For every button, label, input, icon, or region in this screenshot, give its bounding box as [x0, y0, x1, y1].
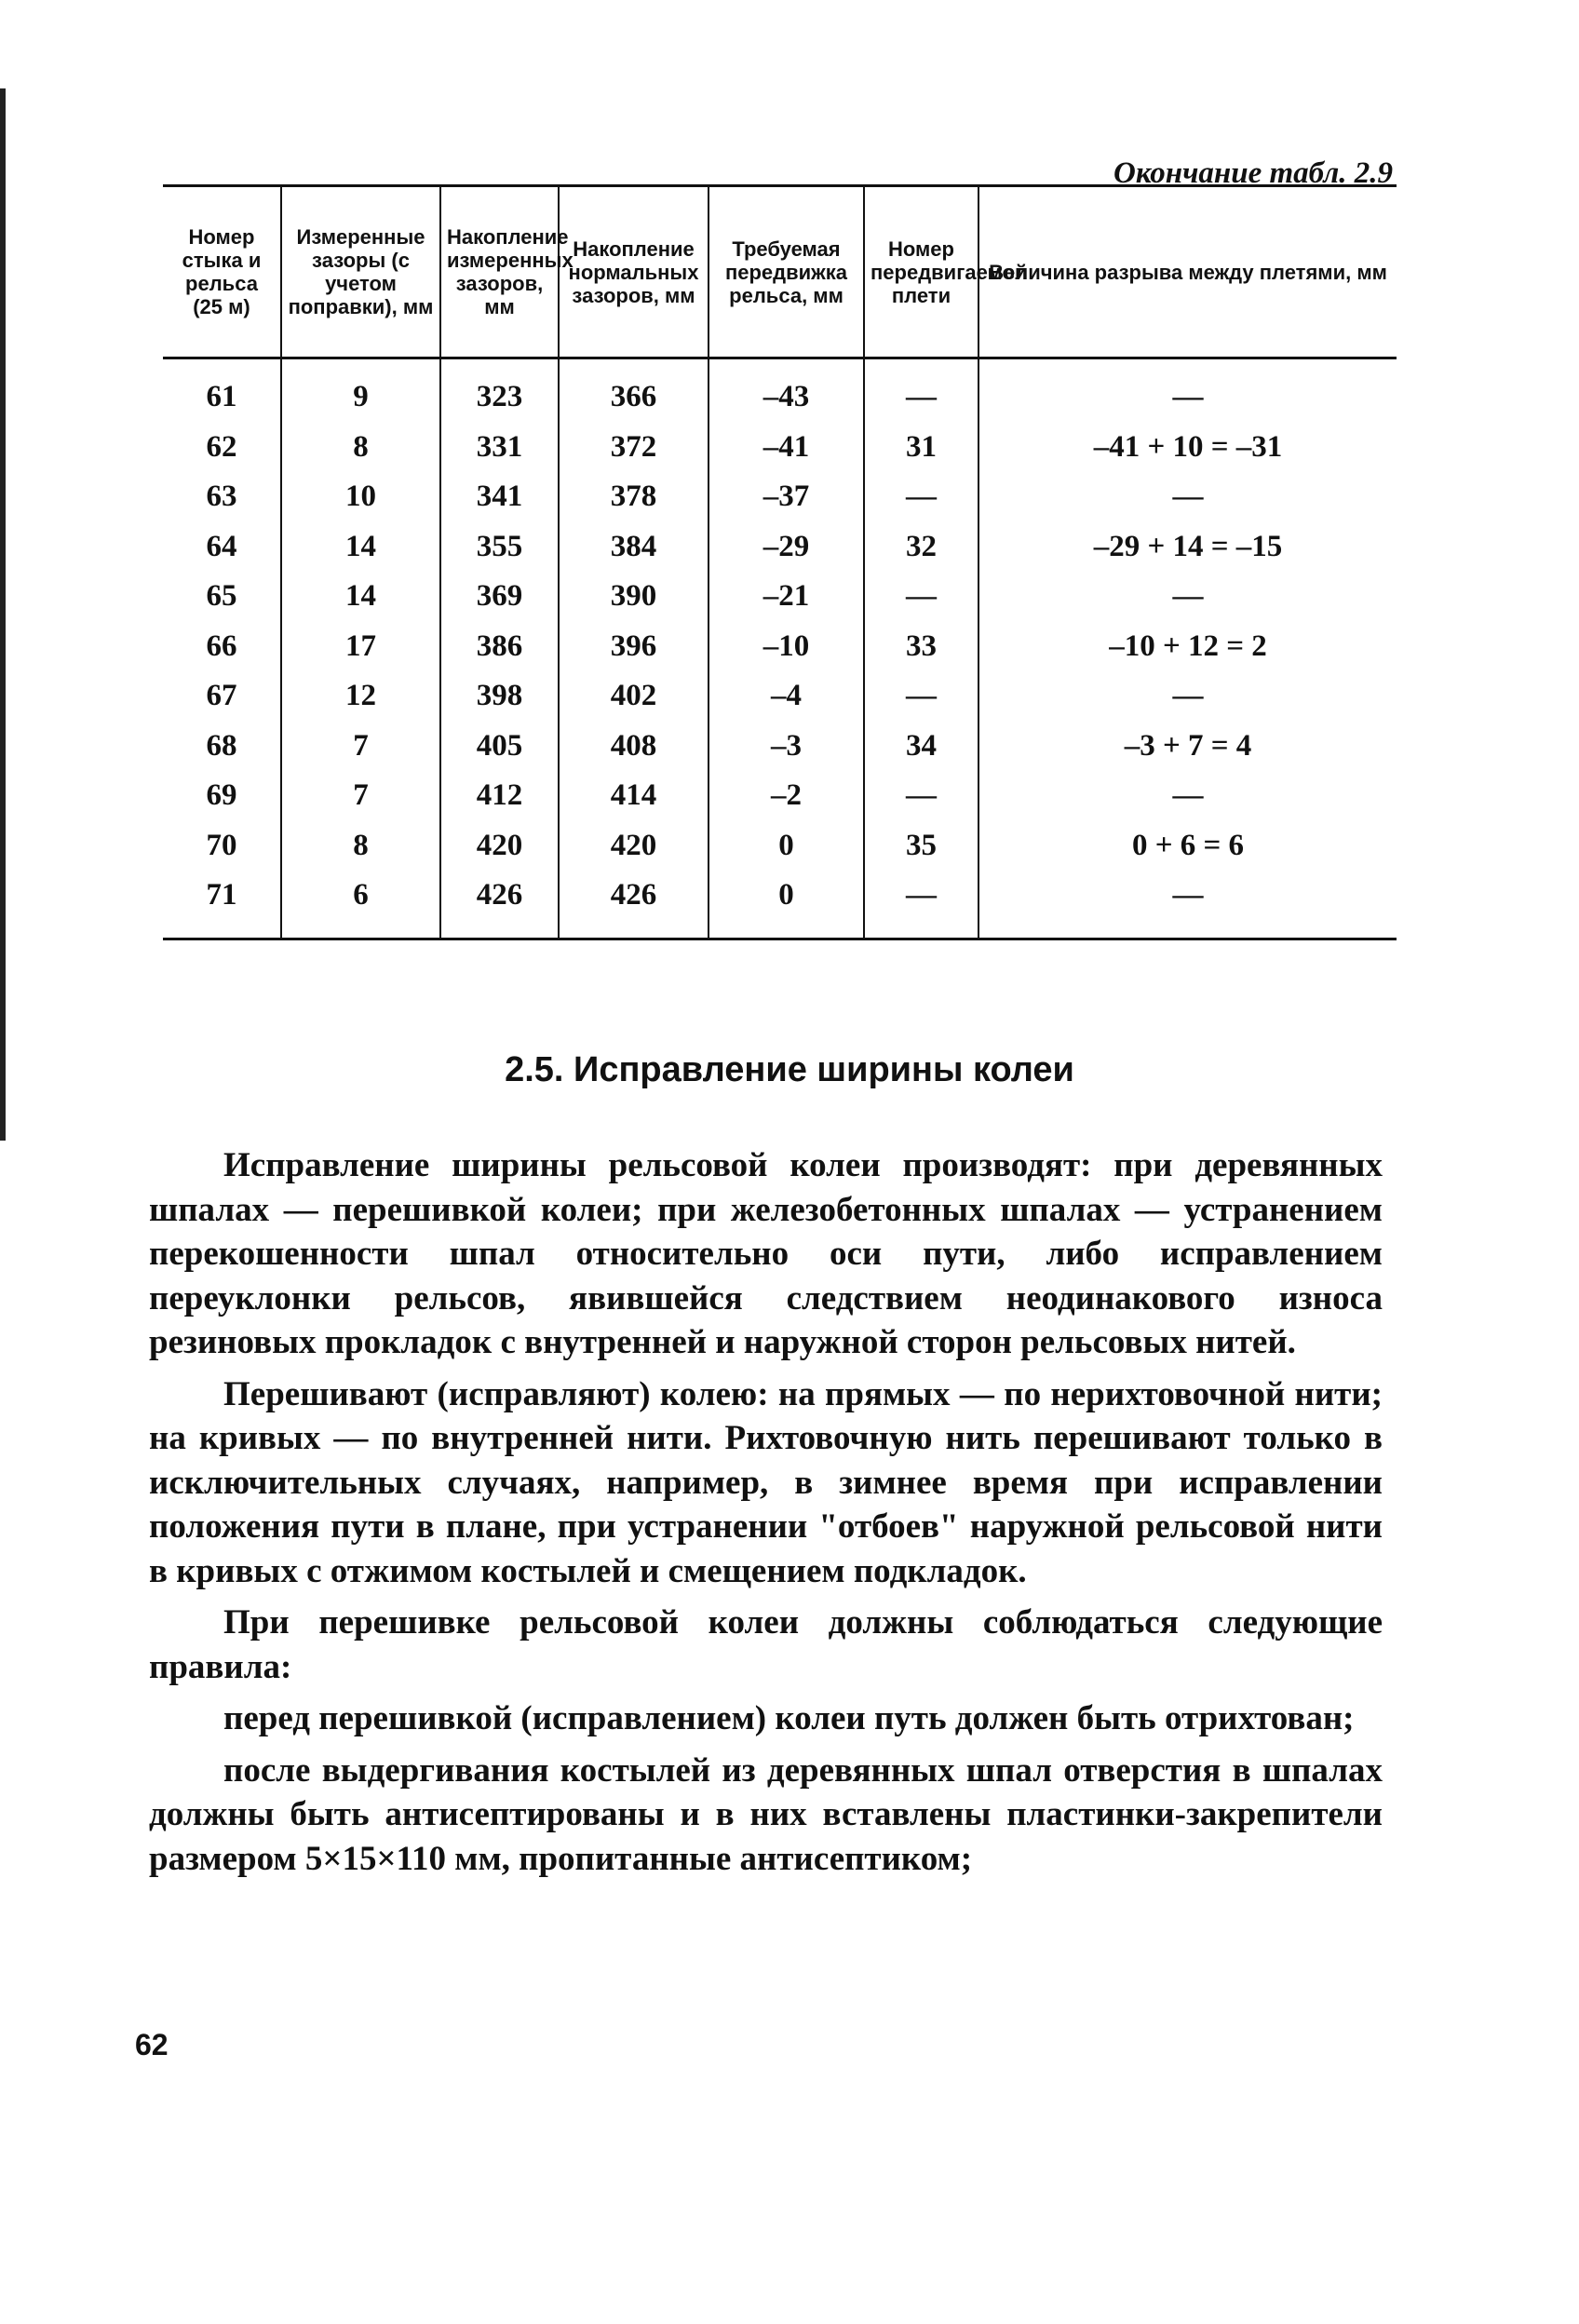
column-header: Номер передвигаемой плети [864, 186, 978, 358]
table-cell: — [1172, 679, 1204, 713]
table-cell: 34 [864, 722, 978, 772]
paragraph: Исправление ширины рельсовой колеи производят: при деревянных шпалах — перешивкой колеи; при железобетонных шпалах — устранением перекошенности шпал относительно оси пути, либо исправлением переуклонки рельсов, явившейся следствием неодинакового износа резиновых прокладок с внутренней и наружной сторон рельсовых нитей. [149, 1146, 1383, 1361]
table-header-row [163, 186, 1397, 358]
table-row [163, 622, 1397, 672]
body-text [149, 1143, 1383, 1888]
table-cell: 7 [281, 771, 440, 821]
column-header: Измеренные зазоры (с учетом поправки), мм [281, 186, 440, 358]
table-cell: 405 [440, 722, 559, 772]
table-cell: 426 [559, 871, 709, 939]
table-cell: –10 + 12 = 2 [1109, 628, 1267, 663]
table-cell: 66 [163, 622, 281, 672]
table-body [163, 358, 1397, 939]
table-cell: 70 [163, 821, 281, 872]
table-cell: 0 [709, 871, 864, 939]
table-cell: –4 [709, 671, 864, 722]
table-cell: 35 [864, 821, 978, 872]
table-cell: –37 [709, 472, 864, 522]
table-cell: 369 [440, 572, 559, 622]
table-cell: 8 [281, 423, 440, 473]
table-cell: 32 [864, 522, 978, 573]
table-cell: — [864, 671, 978, 722]
table-cell: –2 [709, 771, 864, 821]
table-cell: 8 [281, 821, 440, 872]
table-cell: 412 [440, 771, 559, 821]
table-cell: 378 [559, 472, 709, 522]
paragraph: перед перешивкой (исправлением) колеи путь должен быть отрихтован; [223, 1699, 1355, 1737]
table-cell: 7 [281, 722, 440, 772]
table-row [163, 771, 1397, 821]
table-cell: — [864, 771, 978, 821]
paragraph: Перешивают (исправляют) колею: на прямых — по нерихтовочной нити; на кривых — по внутренней нити. Рихтовочную нить перешивают только в исключительных случаях, например, в зимнее время при исправлении положения пути в плане, при устранении "отбоев" наружной рельсовой нити в кривых с отжимом костылей и смещением подкладок. [149, 1374, 1383, 1590]
table-cell: — [1172, 778, 1204, 813]
table-cell: –43 [709, 358, 864, 423]
table-cell: 63 [163, 472, 281, 522]
table-cell: 62 [163, 423, 281, 473]
column-header: Величина разрыва между плетями, мм [978, 186, 1397, 358]
table-row [163, 821, 1397, 872]
table-cell: 64 [163, 522, 281, 573]
table-cell: 386 [440, 622, 559, 672]
table-cell: 33 [864, 622, 978, 672]
table-cell: 396 [559, 622, 709, 672]
table-cell: 384 [559, 522, 709, 573]
table-row [163, 671, 1397, 722]
table-row [163, 472, 1397, 522]
table-cell: 31 [864, 423, 978, 473]
table-cell: 14 [281, 522, 440, 573]
table-cell: 420 [440, 821, 559, 872]
table-cell: 398 [440, 671, 559, 722]
table-cell: 355 [440, 522, 559, 573]
table-cell: 323 [440, 358, 559, 423]
table-cell: –41 + 10 = –31 [1093, 429, 1283, 464]
table-cell: — [1172, 878, 1204, 912]
table-cell: — [864, 572, 978, 622]
table-cell: 408 [559, 722, 709, 772]
section-heading: 2.5. Исправление ширины колеи [505, 1050, 1074, 1089]
table-cell: –41 [709, 423, 864, 473]
table-cell: 0 + 6 = 6 [1131, 828, 1245, 862]
column-header: Номер стыка и рельса (25 м) [163, 186, 281, 358]
table-cell: — [864, 358, 978, 423]
table-cell: –3 [709, 722, 864, 772]
table-cell: 414 [559, 771, 709, 821]
table-cell: — [1172, 579, 1204, 614]
table-cell: 65 [163, 572, 281, 622]
table-cell: 10 [281, 472, 440, 522]
table-cell: –21 [709, 572, 864, 622]
table-cell: 0 [709, 821, 864, 872]
page-number: 62 [135, 2028, 169, 2061]
table-cell: — [1172, 480, 1204, 514]
data-table [163, 184, 1397, 940]
table-cell: –3 + 7 = 4 [1124, 728, 1252, 763]
table-cell: –29 + 14 = –15 [1093, 529, 1283, 563]
table-cell: 426 [440, 871, 559, 939]
table-cell: — [864, 871, 978, 939]
table-caption: Окончание табл. 2.9 [1113, 156, 1393, 190]
column-header: Накопление измеренных зазоров, мм [440, 186, 559, 358]
table-cell: –29 [709, 522, 864, 573]
table-cell: — [864, 472, 978, 522]
table-cell: 420 [559, 821, 709, 872]
table-row [163, 423, 1397, 473]
table-cell: 67 [163, 671, 281, 722]
table-row [163, 871, 1397, 939]
table-cell: 6 [281, 871, 440, 939]
table-cell: 366 [559, 358, 709, 423]
table-row [163, 522, 1397, 573]
scan-edge-shadow [0, 88, 6, 1141]
table-cell: 341 [440, 472, 559, 522]
table-cell: 390 [559, 572, 709, 622]
table-cell: 69 [163, 771, 281, 821]
table-cell: 68 [163, 722, 281, 772]
table-cell: 9 [281, 358, 440, 423]
table-row [163, 722, 1397, 772]
table-cell: 331 [440, 423, 559, 473]
table-cell: 372 [559, 423, 709, 473]
table-cell: 17 [281, 622, 440, 672]
table-cell: 71 [163, 871, 281, 939]
table-cell: 61 [163, 358, 281, 423]
paragraph: При перешивке рельсовой колеи должны соблюдаться следующие правила: [149, 1603, 1383, 1686]
table-cell: — [1172, 380, 1204, 414]
paragraph: после выдергивания костылей из деревянных шпал отверстия в шпалах должны быть антисептированы и в них вставлены пластинки-закрепители размером 5×15×110 мм, пропитанные антисептиком; [149, 1750, 1383, 1878]
table-cell: –10 [709, 622, 864, 672]
table-row [163, 572, 1397, 622]
column-header: Накопление нормальных зазоров, мм [559, 186, 709, 358]
table-cell: 14 [281, 572, 440, 622]
table-cell: 402 [559, 671, 709, 722]
column-header: Требуемая передвижка рельса, мм [709, 186, 864, 358]
table-cell: 12 [281, 671, 440, 722]
table-row [163, 358, 1397, 423]
